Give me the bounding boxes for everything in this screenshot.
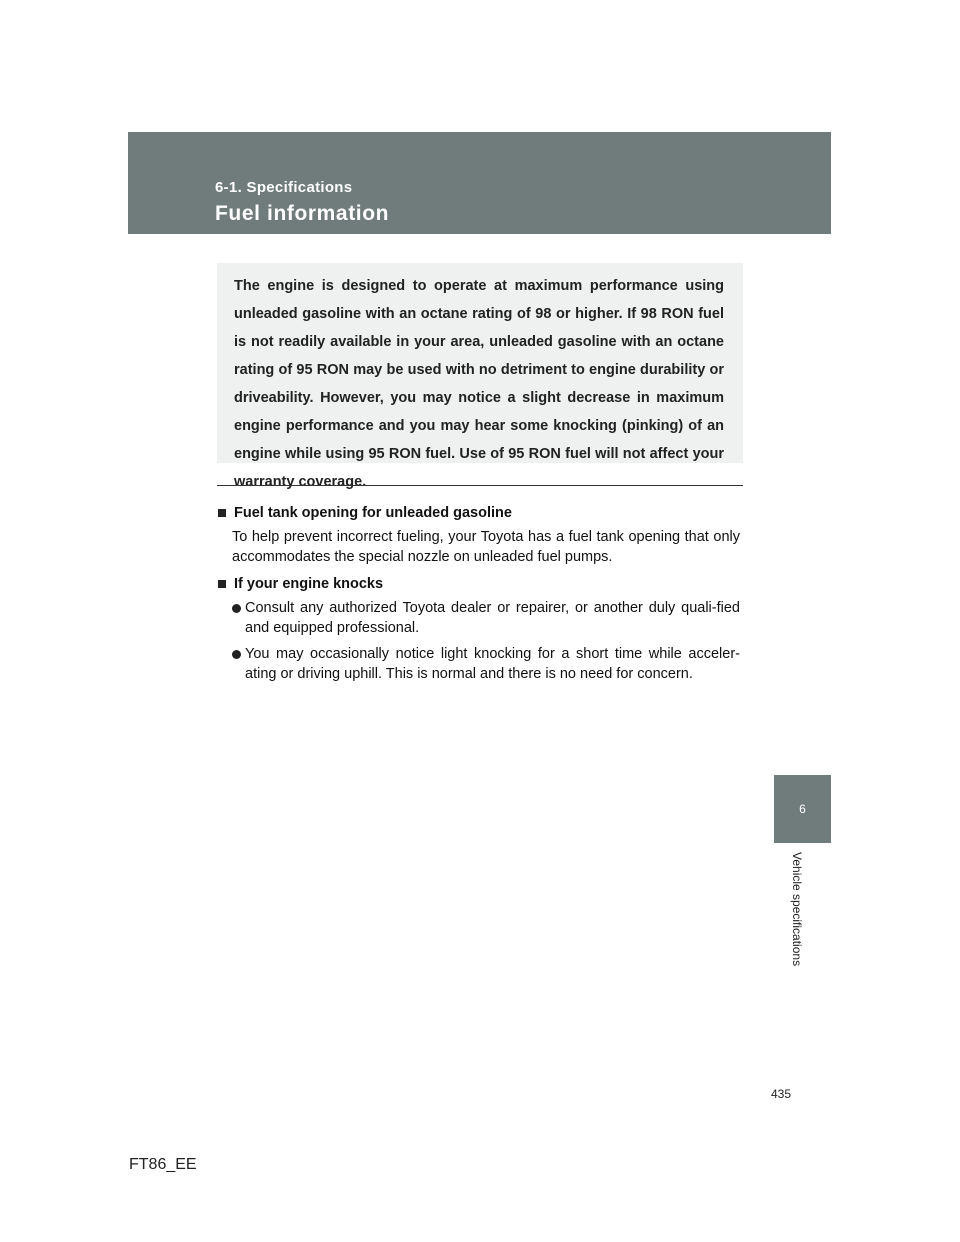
- section-divider: [217, 485, 743, 486]
- list-item: [232, 644, 740, 684]
- page-header: [128, 132, 831, 234]
- circle-bullet-icon: [232, 604, 241, 613]
- intro-text: The engine is designed to operate at maximum performance using unleaded gasoline with an octane rating of 98 or higher. If 98 RON fuel is not readily available in your area, unleaded gasoline with an octane rating of 95 RON may be used with no detriment to engine durability or driveability. However, you may notice a slight decrease in maximum engine performance and you may hear some knocking (pinking) of an engine while using 95 RON fuel. Use of 95 RON fuel will not affect your warranty coverage.: [234, 278, 724, 490]
- note-title-engine-knocks: [218, 574, 740, 594]
- notes-section: [218, 503, 740, 690]
- list-item-text: You may occasionally notice light knocking for a short time while acceler-ating or driving uphill. This is normal and there is no need for concern.: [245, 646, 740, 682]
- note-title-fuel-tank: [218, 503, 740, 523]
- chapter-label: Vehicle specifications: [790, 852, 804, 967]
- chapter-number: 6: [799, 802, 806, 816]
- intro-box: [217, 263, 743, 490]
- page-title: Fuel information: [215, 202, 390, 225]
- circle-bullet-icon: [232, 650, 241, 659]
- note-title-text: Fuel tank opening for unleaded gasoline: [234, 505, 512, 521]
- square-bullet-icon: [218, 509, 226, 517]
- document-code: FT86_EE: [129, 1156, 197, 1173]
- note-body-fuel-tank: To help prevent incorrect fueling, your Toyota has a fuel tank opening that only accommodates the special nozzle on unleaded fuel pumps.: [232, 529, 740, 565]
- page-number: 435: [771, 1087, 792, 1101]
- note-title-text: If your engine knocks: [234, 576, 384, 592]
- list-item-text: Consult any authorized Toyota dealer or repairer, or another duly quali-fied and equipped professional.: [245, 600, 740, 636]
- list-item: [232, 598, 740, 638]
- section-label: 6-1. Specifications: [215, 179, 353, 196]
- chapter-tab: [774, 775, 831, 843]
- square-bullet-icon: [218, 580, 226, 588]
